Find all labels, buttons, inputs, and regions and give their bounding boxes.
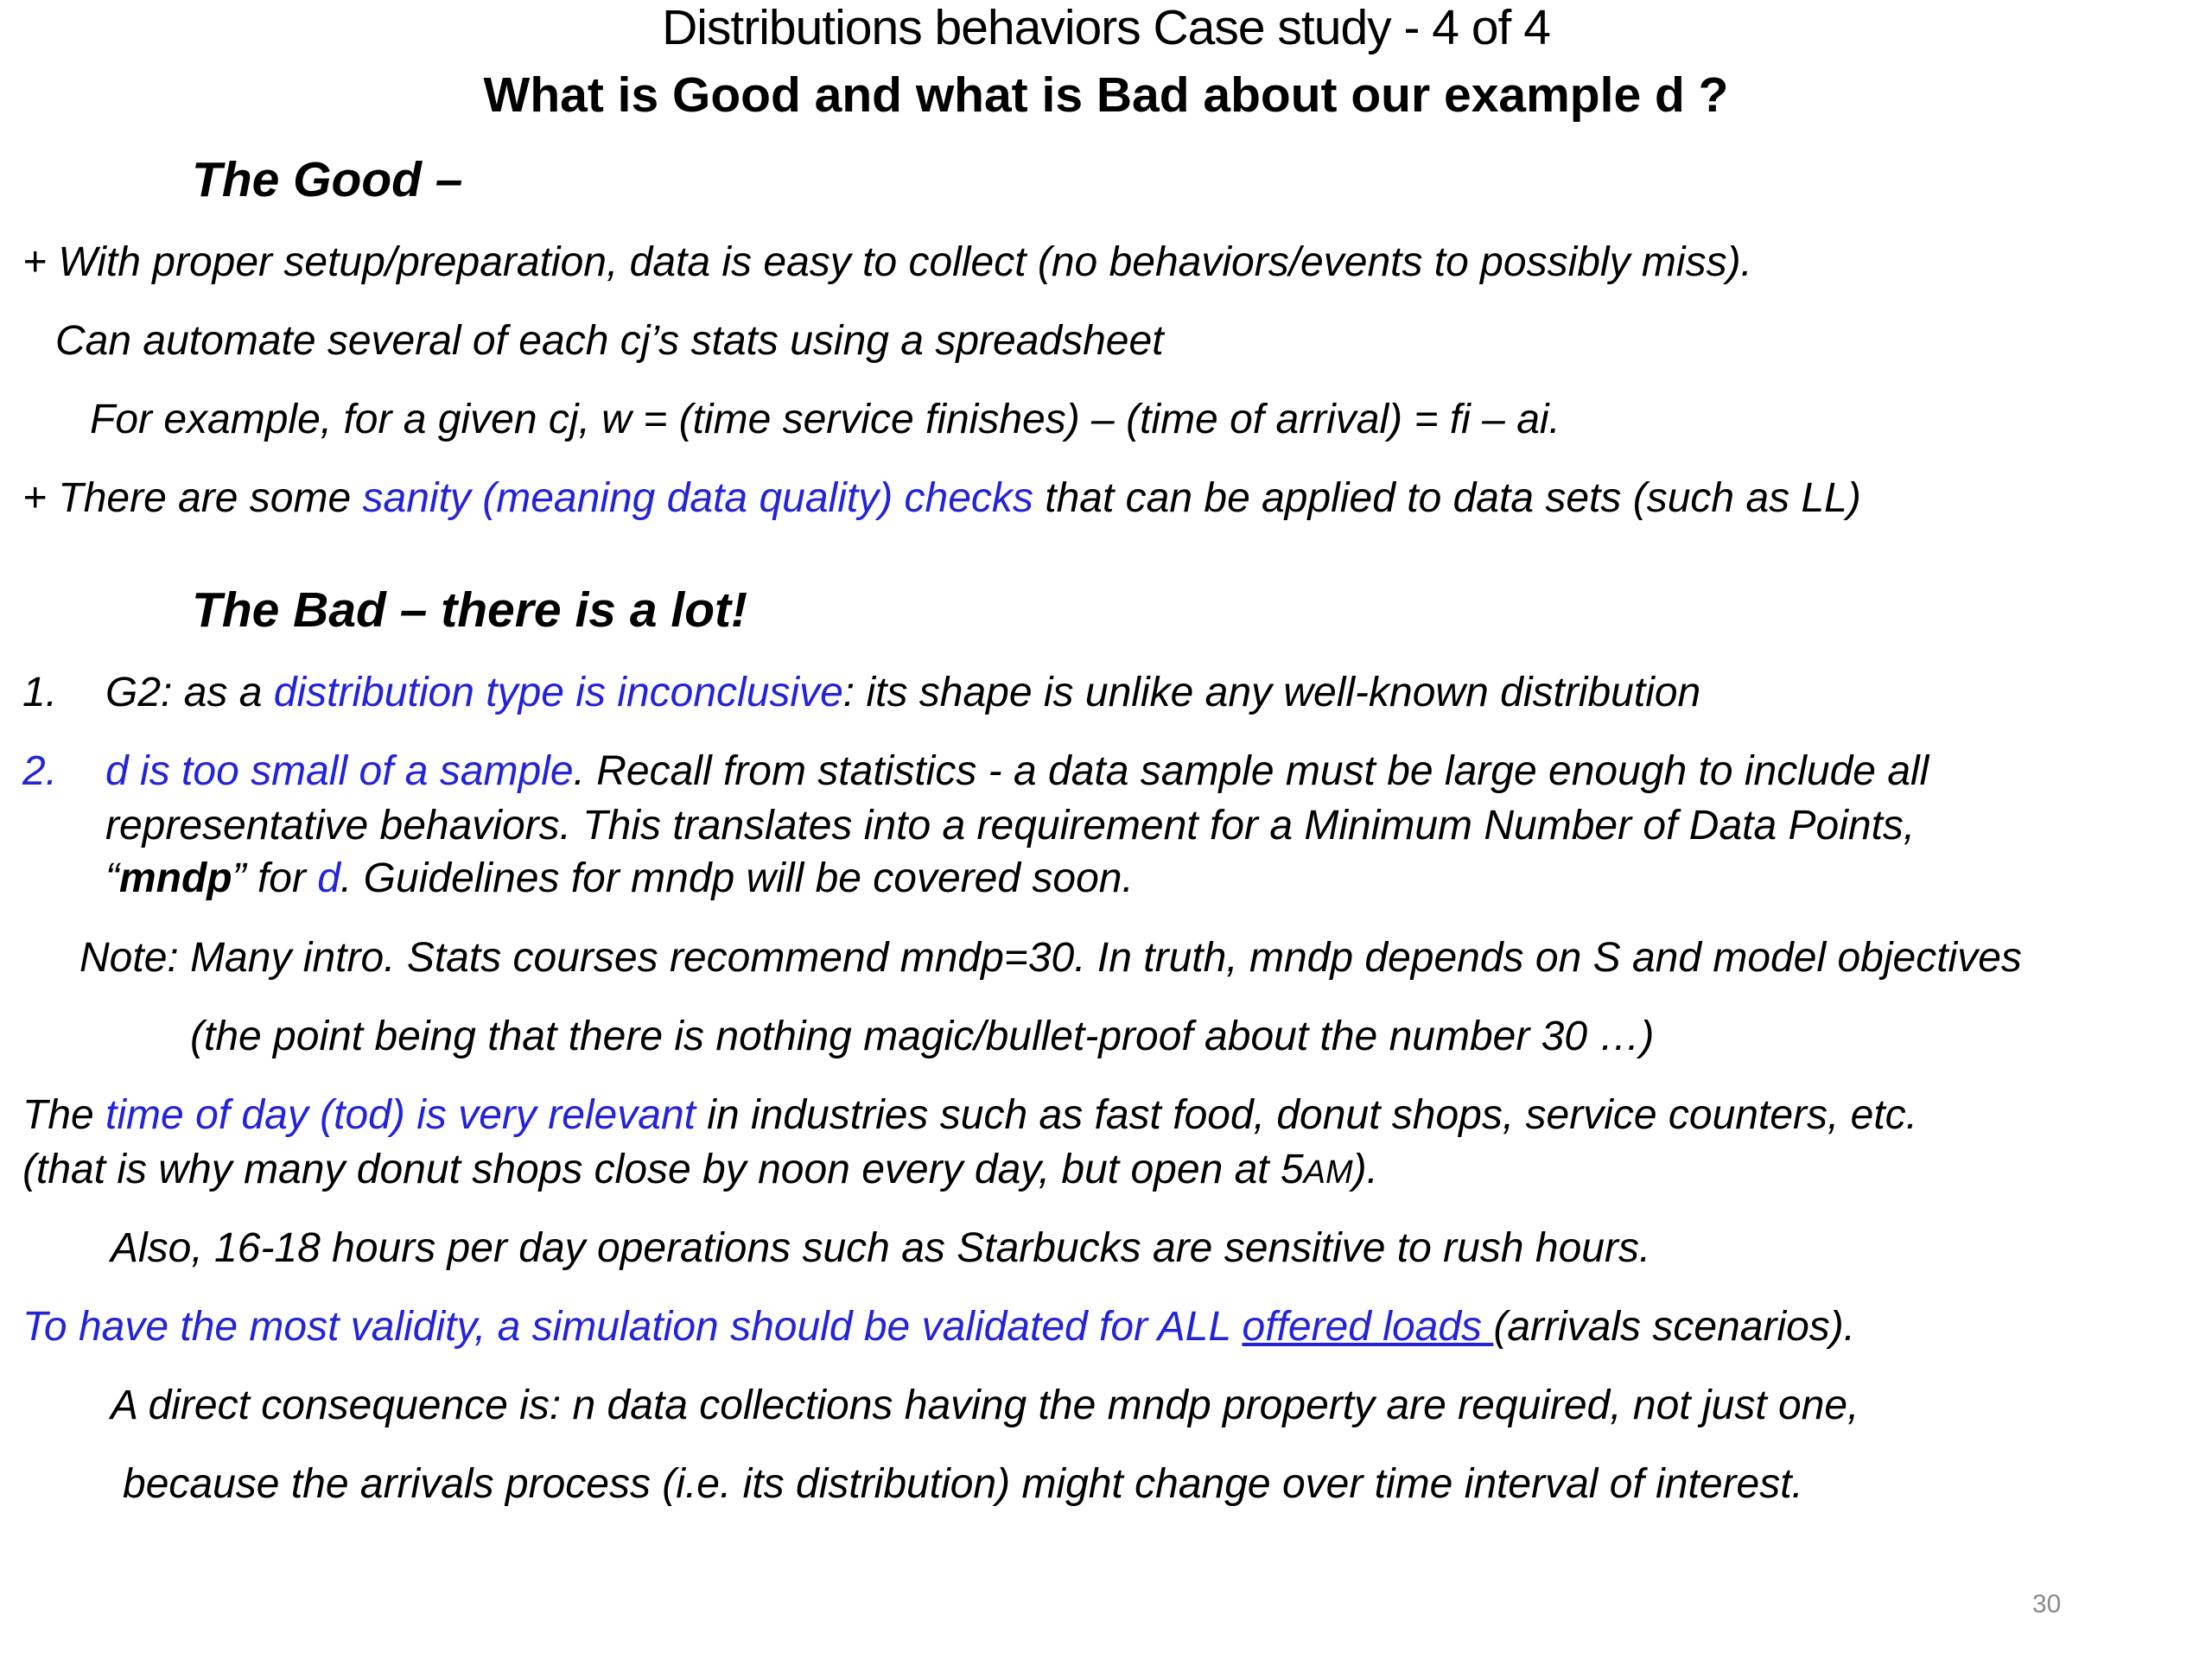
good-heading: The Good – <box>192 152 463 207</box>
tod-a: The <box>22 1092 106 1138</box>
mndp-term: mndp <box>118 855 232 901</box>
validity-line <box>22 1306 1855 1348</box>
bad-heading: The Bad – there is a lot! <box>192 582 747 638</box>
good-line-1: + With proper setup/preparation, data is easy to collect (no behaviors/events to possibly miss). <box>22 239 1752 285</box>
d-variable: d <box>317 855 340 901</box>
bad-item-2-h: . Guidelines for mndp will be covered soon. <box>340 855 1134 901</box>
quote-open: “ <box>105 855 119 901</box>
item-number-1: 1. <box>22 670 58 715</box>
bad-item-2-line-2: representative behaviors. This translates into a requirement for a Minimum Number of Data Points, <box>105 803 1916 849</box>
bad-item-1-a: G2: as a <box>105 670 274 715</box>
validity-phrase: To have the most validity, a simulation should be validated for ALL <box>22 1304 1243 1350</box>
good-line-4-c: that can be applied to data sets (such as LL) <box>1033 475 1861 521</box>
note-line-2: (the point being that there is nothing magic/bullet-proof about the number 30 …) <box>190 1014 1655 1059</box>
consequence-line-1: A direct consequence is: n data collections having the mndp property are required, not just one, <box>111 1382 1859 1428</box>
tod2-a: (that is why many donut shops close by noon every day, but open at 5 <box>22 1147 1304 1192</box>
good-line-2: Can automate several of each cj’s stats using a spreadsheet <box>55 318 1164 364</box>
inconclusive-phrase: distribution type is inconclusive <box>273 670 843 715</box>
sanity-checks-phrase: sanity (meaning data quality) checks <box>362 475 1033 521</box>
page-number: 30 <box>2032 1590 2062 1618</box>
offered-loads-link[interactable]: offered loads <box>1242 1304 1494 1350</box>
tod2-am: AM <box>1303 1154 1353 1191</box>
validity-c: (arrivals scenarios). <box>1493 1304 1856 1350</box>
bad-item-2-b: . Recall from statistics - a data sample must be large enough to include all <box>573 748 1929 794</box>
bad-item-2-f: ” for <box>232 855 318 901</box>
tod2-c: ). <box>1352 1147 1378 1192</box>
tod-line-1 <box>22 1092 1918 1138</box>
item-number-2: 2. <box>22 748 58 794</box>
tod-phrase: time of day (tod) is very relevant <box>105 1092 696 1138</box>
note-line-1: Note: Many intro. Stats courses recommend mndp=30. In truth, mndp depends on S and model objectives <box>79 935 2022 981</box>
bad-item-2-line-3 <box>105 855 1134 901</box>
small-sample-phrase: d is too small of a sample <box>105 748 574 794</box>
slide-title: Distributions behaviors Case study - 4 of 4 <box>662 0 1550 55</box>
bad-item-1 <box>22 672 1700 714</box>
tod-c: in industries such as fast food, donut shops, service counters, etc. <box>695 1092 1918 1138</box>
good-line-4 <box>22 475 1861 521</box>
bad-item-1-c: : its shape is unlike any well-known distribution <box>842 670 1701 715</box>
slide-subtitle: What is Good and what is Bad about our example d ? <box>483 67 1729 123</box>
consequence-line-2: because the arrivals process (i.e. its distribution) might change over time interval of interest. <box>123 1461 1803 1507</box>
also-line: Also, 16-18 hours per day operations such as Starbucks are sensitive to rush hours. <box>111 1225 1651 1271</box>
tod-line-2 <box>22 1149 1378 1191</box>
good-line-3: For example, for a given cj, w = (time service finishes) – (time of arrival) = fi – ai. <box>90 397 1560 442</box>
good-line-4-a: + There are some <box>22 475 363 521</box>
bad-item-2-line-1 <box>22 748 1929 794</box>
